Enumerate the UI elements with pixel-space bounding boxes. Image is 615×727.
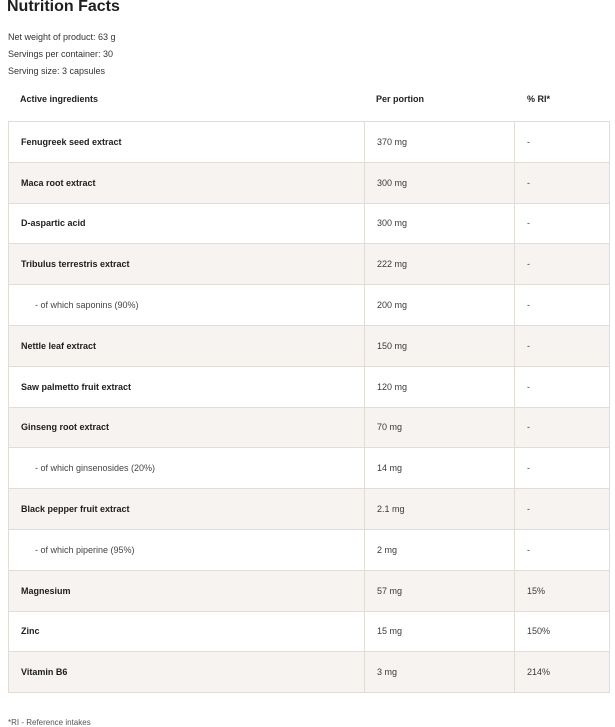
header-active-ingredients: Active ingredients xyxy=(20,94,99,104)
ingredient-name: Tribulus terrestris extract xyxy=(9,244,365,285)
ingredient-name: Fenugreek seed extract xyxy=(9,122,365,163)
per-portion-value: 300 mg xyxy=(365,162,515,203)
ingredient-name: Zinc xyxy=(9,611,365,652)
table-row xyxy=(9,285,610,326)
table-row xyxy=(9,244,610,285)
ri-value: - xyxy=(515,285,610,326)
ri-value: - xyxy=(515,162,610,203)
net-weight-text: Net weight of product: 63 g xyxy=(8,32,116,42)
table-row xyxy=(9,611,610,652)
serving-size-text: Serving size: 3 capsules xyxy=(8,66,106,76)
table-row xyxy=(9,448,610,489)
per-portion-value: 15 mg xyxy=(365,611,515,652)
ri-value: - xyxy=(515,325,610,366)
ri-value: 214% xyxy=(515,652,610,693)
ri-value: - xyxy=(515,366,610,407)
ingredient-name: Ginseng root extract xyxy=(9,407,365,448)
footnote: *RI - Reference intakes xyxy=(8,718,91,727)
ingredient-subitem-name: - of which piperine (95%) xyxy=(9,529,365,570)
ingredient-name: Maca root extract xyxy=(9,162,365,203)
header-ri: % RI* xyxy=(527,94,551,104)
table-row xyxy=(9,652,610,693)
ri-value: 15% xyxy=(515,570,610,611)
table-header xyxy=(8,88,609,112)
ri-value: - xyxy=(515,407,610,448)
per-portion-value: 2.1 mg xyxy=(365,489,515,530)
nutrition-table xyxy=(8,121,610,693)
per-portion-value: 222 mg xyxy=(365,244,515,285)
page-title: Nutrition Facts xyxy=(7,0,120,15)
table-row xyxy=(9,529,610,570)
ingredient-name: Black pepper fruit extract xyxy=(9,489,365,530)
table-row xyxy=(9,122,610,163)
ri-value: 150% xyxy=(515,611,610,652)
per-portion-value: 370 mg xyxy=(365,122,515,163)
ri-value: - xyxy=(515,244,610,285)
ri-value: - xyxy=(515,203,610,244)
per-portion-value: 57 mg xyxy=(365,570,515,611)
table-row xyxy=(9,162,610,203)
ingredient-name: Saw palmetto fruit extract xyxy=(9,366,365,407)
per-portion-value: 120 mg xyxy=(365,366,515,407)
table-row xyxy=(9,366,610,407)
servings-text: Servings per container: 30 xyxy=(8,49,114,59)
per-portion-value: 14 mg xyxy=(365,448,515,489)
ri-value: - xyxy=(515,448,610,489)
per-portion-value: 2 mg xyxy=(365,529,515,570)
ingredient-subitem-name: - of which ginsenosides (20%) xyxy=(9,448,365,489)
per-portion-value: 3 mg xyxy=(365,652,515,693)
ingredient-name: Nettle leaf extract xyxy=(9,325,365,366)
ri-value: - xyxy=(515,122,610,163)
ingredient-subitem-name: - of which saponins (90%) xyxy=(9,285,365,326)
per-portion-value: 200 mg xyxy=(365,285,515,326)
per-portion-value: 70 mg xyxy=(365,407,515,448)
header-per-portion: Per portion xyxy=(376,94,425,104)
per-portion-value: 150 mg xyxy=(365,325,515,366)
ingredient-name: Magnesium xyxy=(9,570,365,611)
table-row xyxy=(9,407,610,448)
table-row xyxy=(9,489,610,530)
per-portion-value: 300 mg xyxy=(365,203,515,244)
table-row xyxy=(9,203,610,244)
table-row xyxy=(9,325,610,366)
ri-value: - xyxy=(515,529,610,570)
ingredient-name: Vitamin B6 xyxy=(9,652,365,693)
table-row xyxy=(9,570,610,611)
ingredient-name: D-aspartic acid xyxy=(9,203,365,244)
ri-value: - xyxy=(515,489,610,530)
